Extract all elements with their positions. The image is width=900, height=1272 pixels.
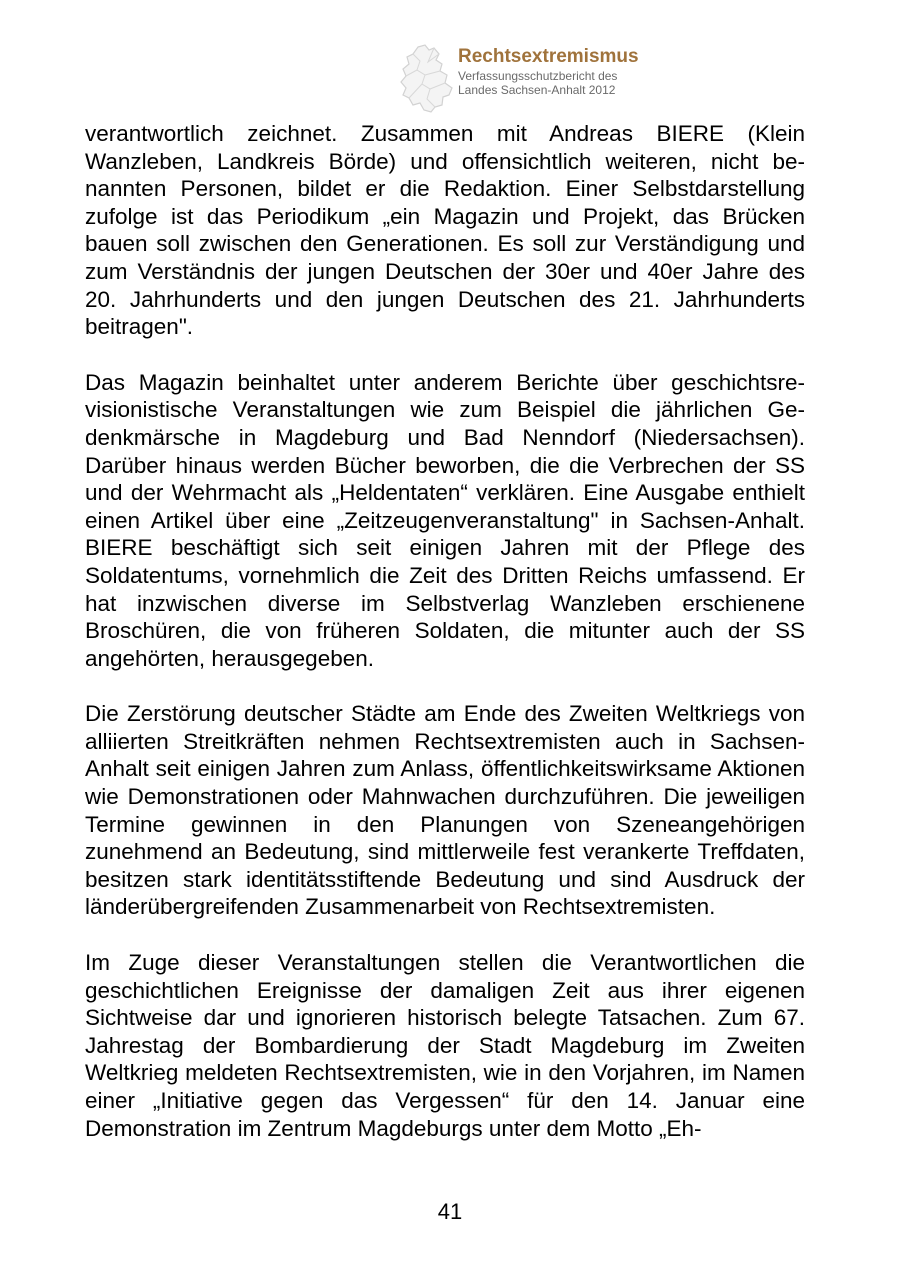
paragraph: verantwortlich zeichnet. Zusammen mit Andreas BIERE (Klein Wanzleben, Landkreis Börde) und offensichtlich weiteren, nicht benannten Personen, bildet er die Redaktion. Einer Selbstdarstellung zufolge ist das Periodikum „ein Magazin und Projekt, das Brücken bauen soll zwischen den Generationen. Es soll zur Verständigung und zum Verständnis der jungen Deutschen der 30er und 40er Jahre des 20. Jahrhunderts und den jungen Deutschen des 21. Jahrhunderts beitragen".: [85, 121, 805, 340]
paragraph: Das Magazin beinhaltet unter anderem Berichte über geschichtsrevisionistische Veranstaltungen wie zum Beispiel die jährlichen Gedenkmärsche in Magdeburg und Bad Nenndorf (Niedersachsen). Darüber hinaus werden Bücher beworben, die die Verbrechen der SS und der Wehrmacht als „Heldentaten“ verklären. Eine Ausgabe enthielt einen Artikel über eine „Zeitzeugenveranstaltung" in Sachsen-Anhalt. BIERE beschäftigt sich seit einigen Jahren mit der Pflege des Soldatentums, vornehmlich die Zeit des Dritten Reichs umfassend. Er hat inzwischen diverse im Selbstverlag Wanzleben erschienene Broschüren, die von früheren Soldaten, die mitunter auch der SS angehörten, herausgegeben.: [85, 369, 805, 671]
paragraph: Im Zuge dieser Veranstaltungen stellen die Verantwortlichen die geschichtlichen Ereignisse der damaligen Zeit aus ihrer eigenen Sichtweise dar und ignorieren historisch belegte Tatsachen. Zum 67. Jahrestag der Bombardierung der Stadt Magdeburg im Zweiten Weltkrieg meldeten Rechtsextremisten, wie in den Vorjahren, im Namen einer „Initiative gegen das Vergessen“ für den 14. Januar eine Demonstration im Zentrum Magdeburgs unter dem Motto „Eh-: [85, 950, 805, 1141]
page-number: 41: [437, 1199, 463, 1224]
saxony-anhalt-map-icon: [398, 44, 456, 114]
page-header: [398, 44, 698, 116]
header-subtitle-line1: Verfassungsschutzbericht des: [458, 69, 618, 83]
paragraph: Die Zerstörung deutscher Städte am Ende des Zweiten Weltkriegs von alliierten Streitkräften nehmen Rechtsextremisten auch in Sachsen-Anhalt seit einigen Jahren zum Anlass, öffentlichkeitswirksame Aktionen wie Demonstrationen oder Mahnwachen durchzuführen. Die jeweiligen Termine gewinnen in den Planungen von Szeneangehörigen zunehmend an Bedeutung, sind mittlerweile fest verankerte Treffdaten, besitzen stark identitätsstiftende Bedeutung und sind Ausdruck der länderübergreifenden Zusammenarbeit von Rechtsextremisten.: [85, 701, 805, 920]
body-text: [85, 120, 805, 1170]
header-title: Rechtsextremismus: [458, 46, 639, 67]
header-text: [458, 45, 639, 97]
header-subtitle-line2: Landes Sachsen-Anhalt 2012: [458, 83, 616, 97]
